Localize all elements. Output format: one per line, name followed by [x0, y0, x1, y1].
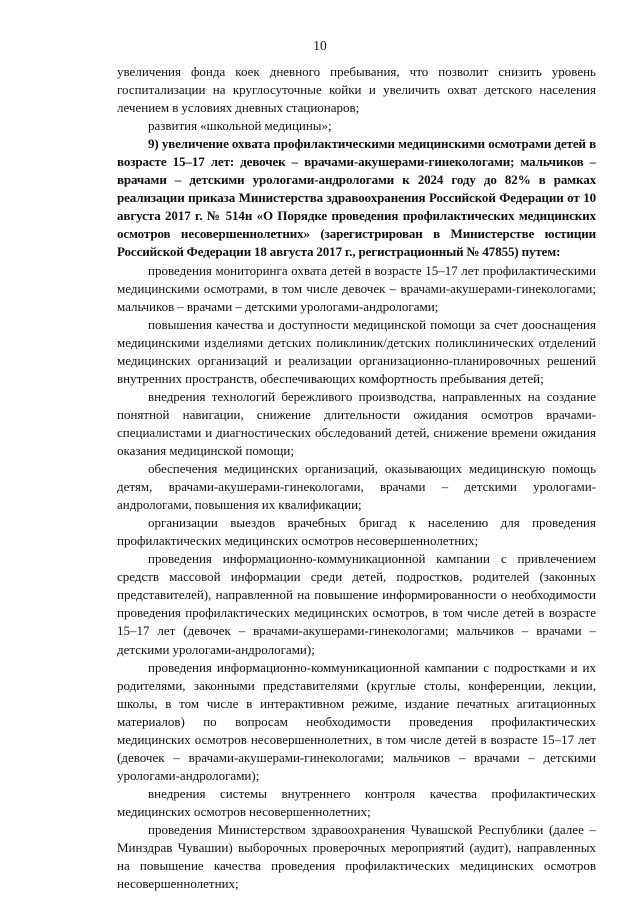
paragraph-lean-technologies: внедрения технологий бережливого производства, направленных на создание понятной навигации, снижение длительности ожидания осмотров врачами-специалистами и диагностических обследований детей, снижение времени ожидания оказания медицинской помощи; — [117, 388, 596, 458]
document-body — [117, 63, 596, 893]
paragraph-item-9-heading: 9) увеличение охвата профилактическими медицинскими осмотрами детей в возрасте 15–17 лет: девочек – врачами-акушерами-гинекологами; мальчиков – врачами – детскими урологами-андрологами к 2024 году до 82% в рамках реализации приказа Министерства здравоохранения Российской Федерации от 10 августа 2017 г. № 514н «О Порядке проведения профилактических медицинских осмотров несовершеннолетних» (зарегистрирован в Министерстве юстиции Российской Федерации 18 августа 2017 г., регистрационный № 47855) путем: — [117, 136, 596, 260]
paragraph-mobile-teams: организации выездов врачебных бригад к населению для проведения профилактических медицинских осмотров несовершеннолетних; — [117, 515, 596, 549]
paragraph-audit: проведения Министерством здравоохранения Чувашской Республики (далее – Минздрав Чувашии) выборочных проверочных мероприятий (аудит), направленных на повышение качества проведения профилактических медицинских осмотров несовершеннолетних; — [117, 821, 596, 892]
paragraph-media-campaign: проведения информационно-коммуникационной кампании с привлечением средств массовой информации среди детей, подростков, родителей (законных представителей), направленной на повышение информированности о необходимости проведения профилактических медицинских осмотров, в том числе детей в возрасте 15–17 лет (девочек – врачами-акушерами-гинекологами; мальчиков – врачами – детскими урологами-андрологами); — [117, 551, 596, 657]
paragraph-quality-access: повышения качества и доступности медицинской помощи за счет дооснащения медицинскими изделиями детских поликлиник/детских поликлинических отделений медицинских организаций и реализации организационно-планировочных решений внутренних пространств, обеспечивающих комфортность пребывания детей; — [117, 316, 596, 386]
paragraph-internal-control: внедрения системы внутреннего контроля качества профилактических медицинских осмотров несовершеннолетних; — [117, 785, 596, 819]
paragraph-day-hospital-beds: увеличения фонда коек дневного пребывания, что позволит снизить уровень госпитализации на круглосуточные койки и увеличить охват детского населения лечением в условиях дневных стационаров; — [117, 64, 596, 116]
paragraph-monitoring: проведения мониторинга охвата детей в возрасте 15–17 лет профилактическими медицинскими осмотрами, в том числе девочек – врачами-акушерами-гинекологами; мальчиков – врачами – детскими урологами-андрологами; — [117, 262, 596, 314]
paragraph-teen-campaign: проведения информационно-коммуникационной кампании с подростками и их родителями, законными представителями (круглые столы, конференции, лекции, школы, в том числе в интерактивном режиме, издание печатных агитационных материалов) по вопросам необходимости проведения профилактических медицинских осмотров несовершеннолетних, в том числе детей в возрасте 15–17 лет (девочек – врачами-акушерами-гинекологами; мальчиков – врачами – детскими урологами-андрологами); — [117, 659, 596, 783]
paragraph-staffing: обеспечения медицинских организаций, оказывающих медицинскую помощь детям, врачами-акушерами-гинекологами, врачами – детскими урологами-андрологами, повышения их квалификации; — [117, 461, 596, 513]
paragraph-school-medicine: развития «школьной медицины»; — [148, 118, 332, 134]
page-number: 10 — [313, 38, 327, 53]
